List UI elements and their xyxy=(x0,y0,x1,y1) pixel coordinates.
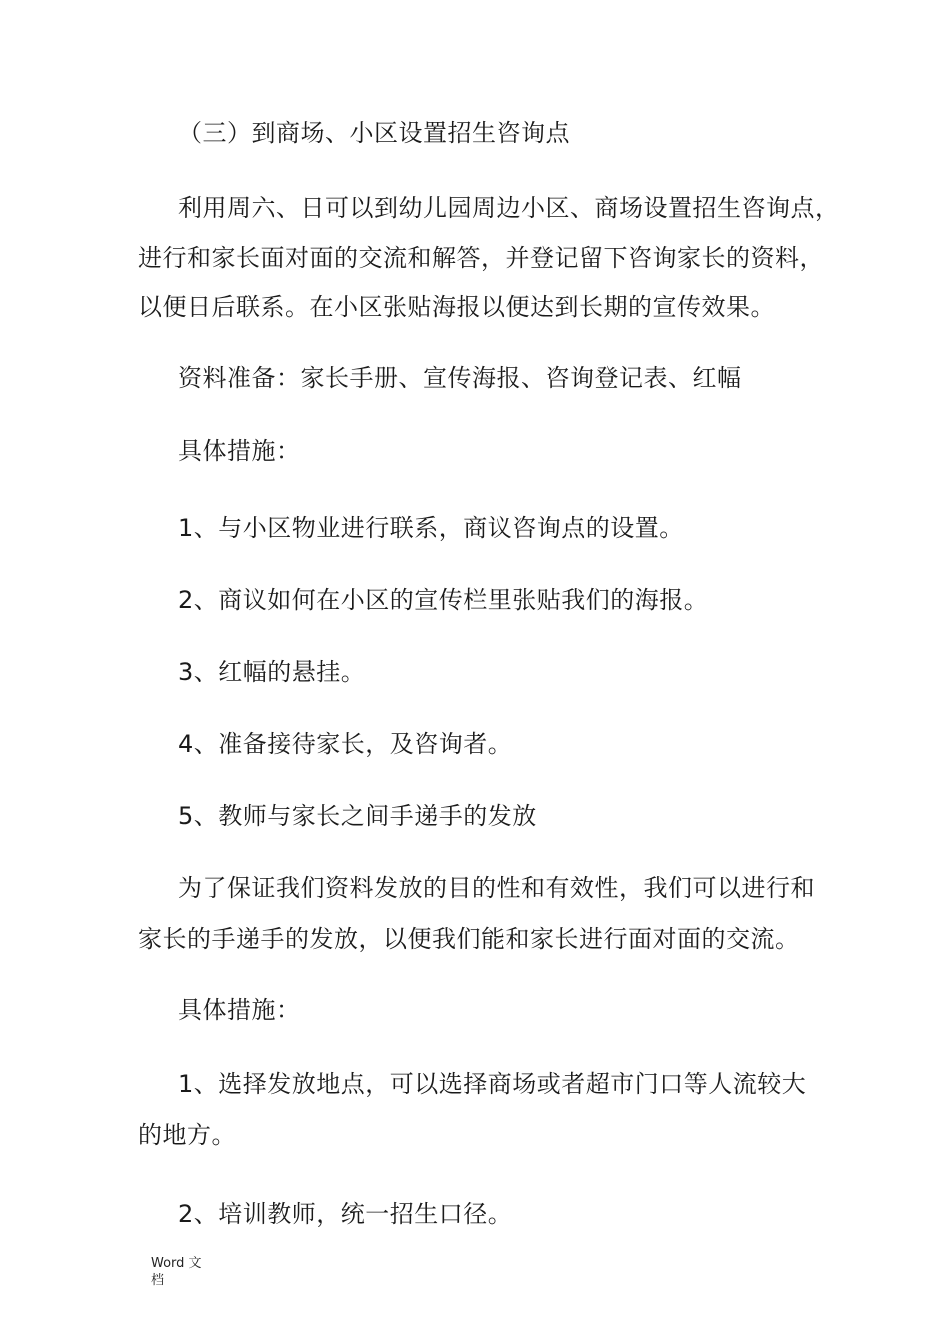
list-item: 1、选择发放地点，可以选择商场或者超市门口等人流较大 xyxy=(178,1070,807,1098)
list-item: 4、准备接待家长，及咨询者。 xyxy=(178,730,513,758)
measures-heading: 具体措施： xyxy=(178,996,301,1024)
list-item: 3、红幅的悬挂。 xyxy=(178,658,366,686)
section-heading: （三）到商场、小区设置招生咨询点 xyxy=(178,119,570,147)
list-item: 2、培训教师，统一招生口径。 xyxy=(178,1200,513,1228)
paragraph-line: 利用周六、日可以到幼儿园周边小区、商场设置招生咨询点， xyxy=(178,194,840,222)
paragraph-line: 家长的手递手的发放，以便我们能和家长进行面对面的交流。 xyxy=(138,925,800,953)
paragraph-line: 以便日后联系。在小区张贴海报以便达到长期的宣传效果。 xyxy=(138,293,775,321)
footer-label: Word 文 xyxy=(151,1256,202,1271)
paragraph-line: 为了保证我们资料发放的目的性和有效性，我们可以进行和 xyxy=(178,874,815,902)
list-item-continuation: 的地方。 xyxy=(138,1121,236,1149)
paragraph-line: 进行和家长面对面的交流和解答，并登记留下咨询家长的资料， xyxy=(138,244,824,272)
footer-label-cont: 档 xyxy=(151,1273,165,1288)
list-item: 1、与小区物业进行联系，商议咨询点的设置。 xyxy=(178,514,684,542)
list-item: 5、教师与家长之间手递手的发放 xyxy=(178,802,537,830)
measures-heading: 具体措施： xyxy=(178,437,301,465)
list-item: 2、商议如何在小区的宣传栏里张贴我们的海报。 xyxy=(178,586,709,614)
materials-line: 资料准备：家长手册、宣传海报、咨询登记表、红幅 xyxy=(178,364,742,392)
